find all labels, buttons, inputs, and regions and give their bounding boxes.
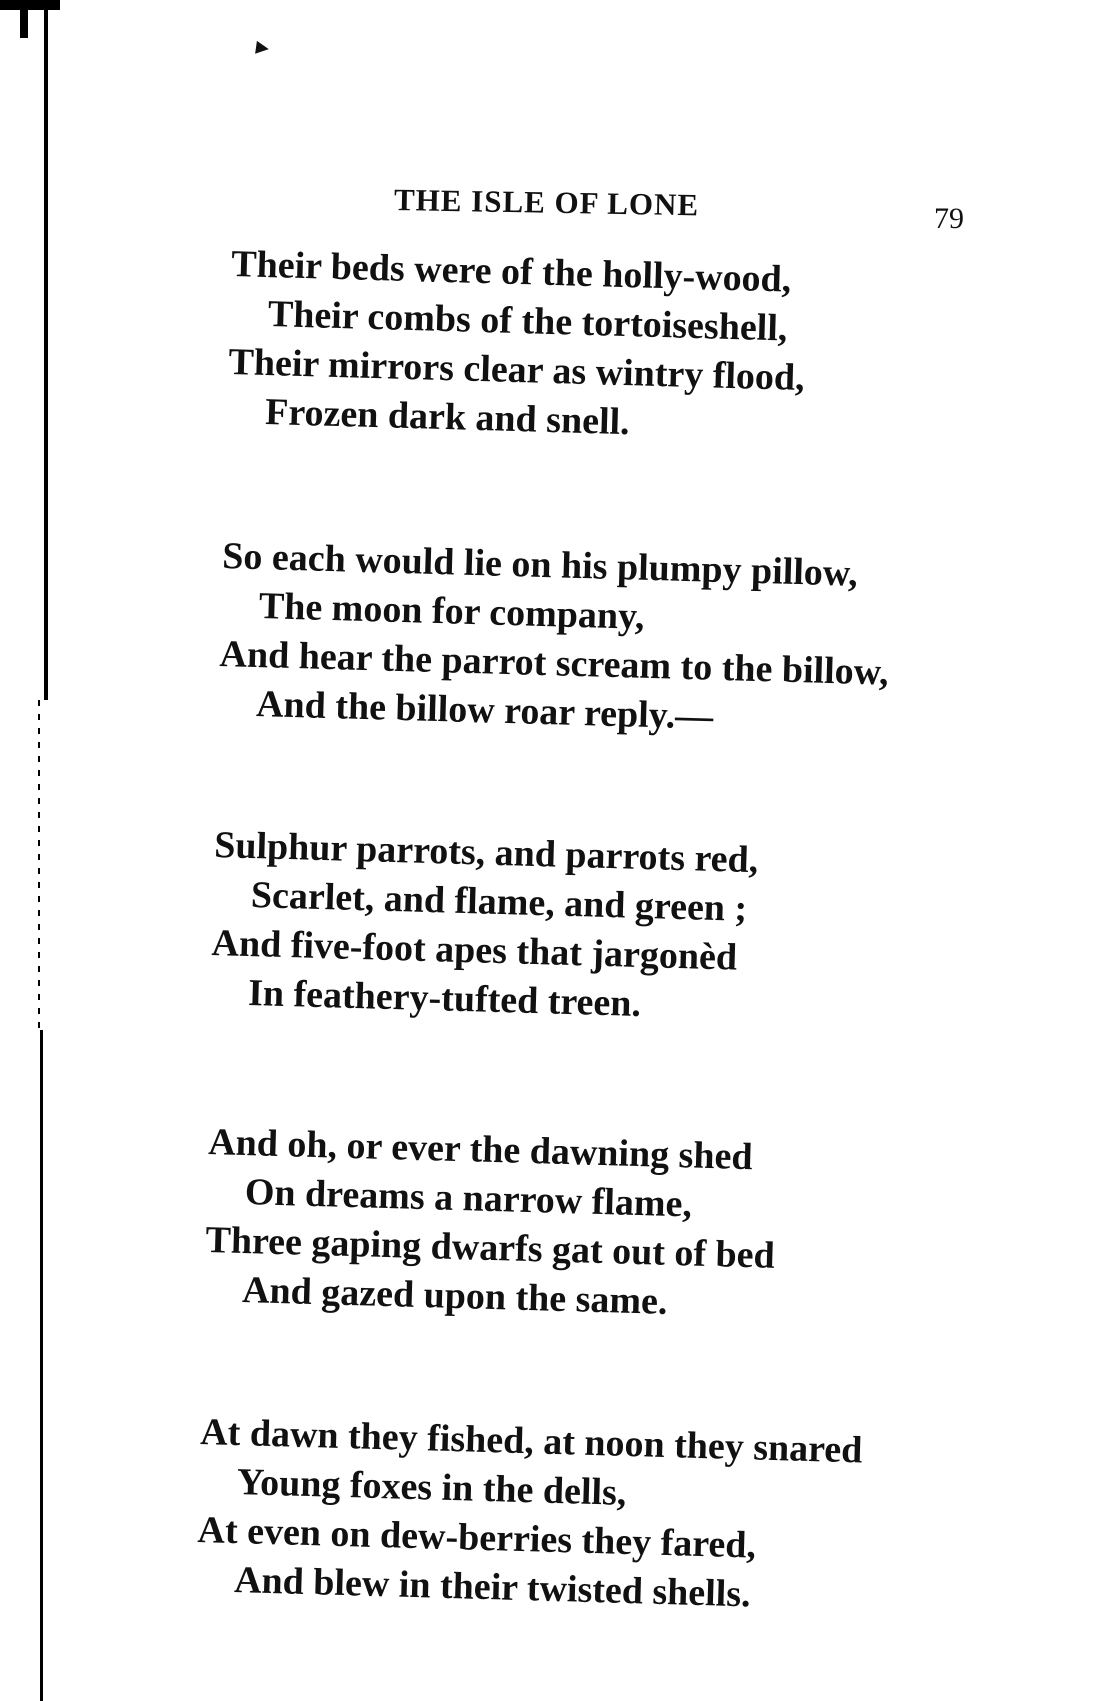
verse-line: Frozen dark and snell. xyxy=(264,391,631,444)
verse-line: And five-foot apes that jargonèd xyxy=(211,921,738,979)
scan-edge-mark xyxy=(20,0,28,38)
stanza xyxy=(227,240,809,452)
stanza xyxy=(196,1408,863,1622)
verse-line: In feathery-tufted treen. xyxy=(247,972,642,1025)
printer-mark-icon: ▸ xyxy=(254,31,272,62)
verse-line: Their beds were of the holly-wood, xyxy=(230,242,792,301)
running-head: THE ISLE OF LONE xyxy=(393,182,700,223)
verse-line: And hear the parrot scream to the billow, xyxy=(219,632,890,694)
gutter-shadow-dashes xyxy=(38,700,40,1030)
stanza xyxy=(210,821,759,1032)
gutter-shadow-line xyxy=(44,0,48,700)
page-number: 79 xyxy=(934,202,964,235)
verse-line: At even on dew-berries they fared, xyxy=(197,1508,757,1567)
verse-line: Their mirrors clear as wintry flood, xyxy=(228,340,806,400)
verse-line: Their combs of the tortoiseshell, xyxy=(267,293,788,350)
verse-line: Sulphur parrots, and parrots red, xyxy=(213,823,759,882)
verse-line: The moon for company, xyxy=(258,585,646,638)
verse-line: And oh, or ever the dawning shed xyxy=(207,1120,754,1179)
scan-edge-mark xyxy=(0,0,60,10)
verse-line: And gazed upon the same. xyxy=(241,1269,669,1323)
verse-line: So each would lie on his plumpy pillow, xyxy=(221,534,859,595)
verse-line: And blew in their twisted shells. xyxy=(233,1559,752,1616)
stanza xyxy=(204,1118,779,1330)
verse-line: On dreams a narrow flame, xyxy=(244,1171,693,1226)
verse-line: At dawn they fished, at noon they snared xyxy=(199,1410,863,1472)
verse-line: Young foxes in the dells, xyxy=(236,1461,627,1514)
verse-line: Scarlet, and flame, and green ; xyxy=(250,874,748,930)
verse-line: Three gaping dwarfs gat out of bed xyxy=(205,1218,776,1277)
verse-line: And the billow roar reply.— xyxy=(255,683,714,738)
stanza xyxy=(218,532,892,747)
gutter-shadow-line xyxy=(40,1030,43,1701)
